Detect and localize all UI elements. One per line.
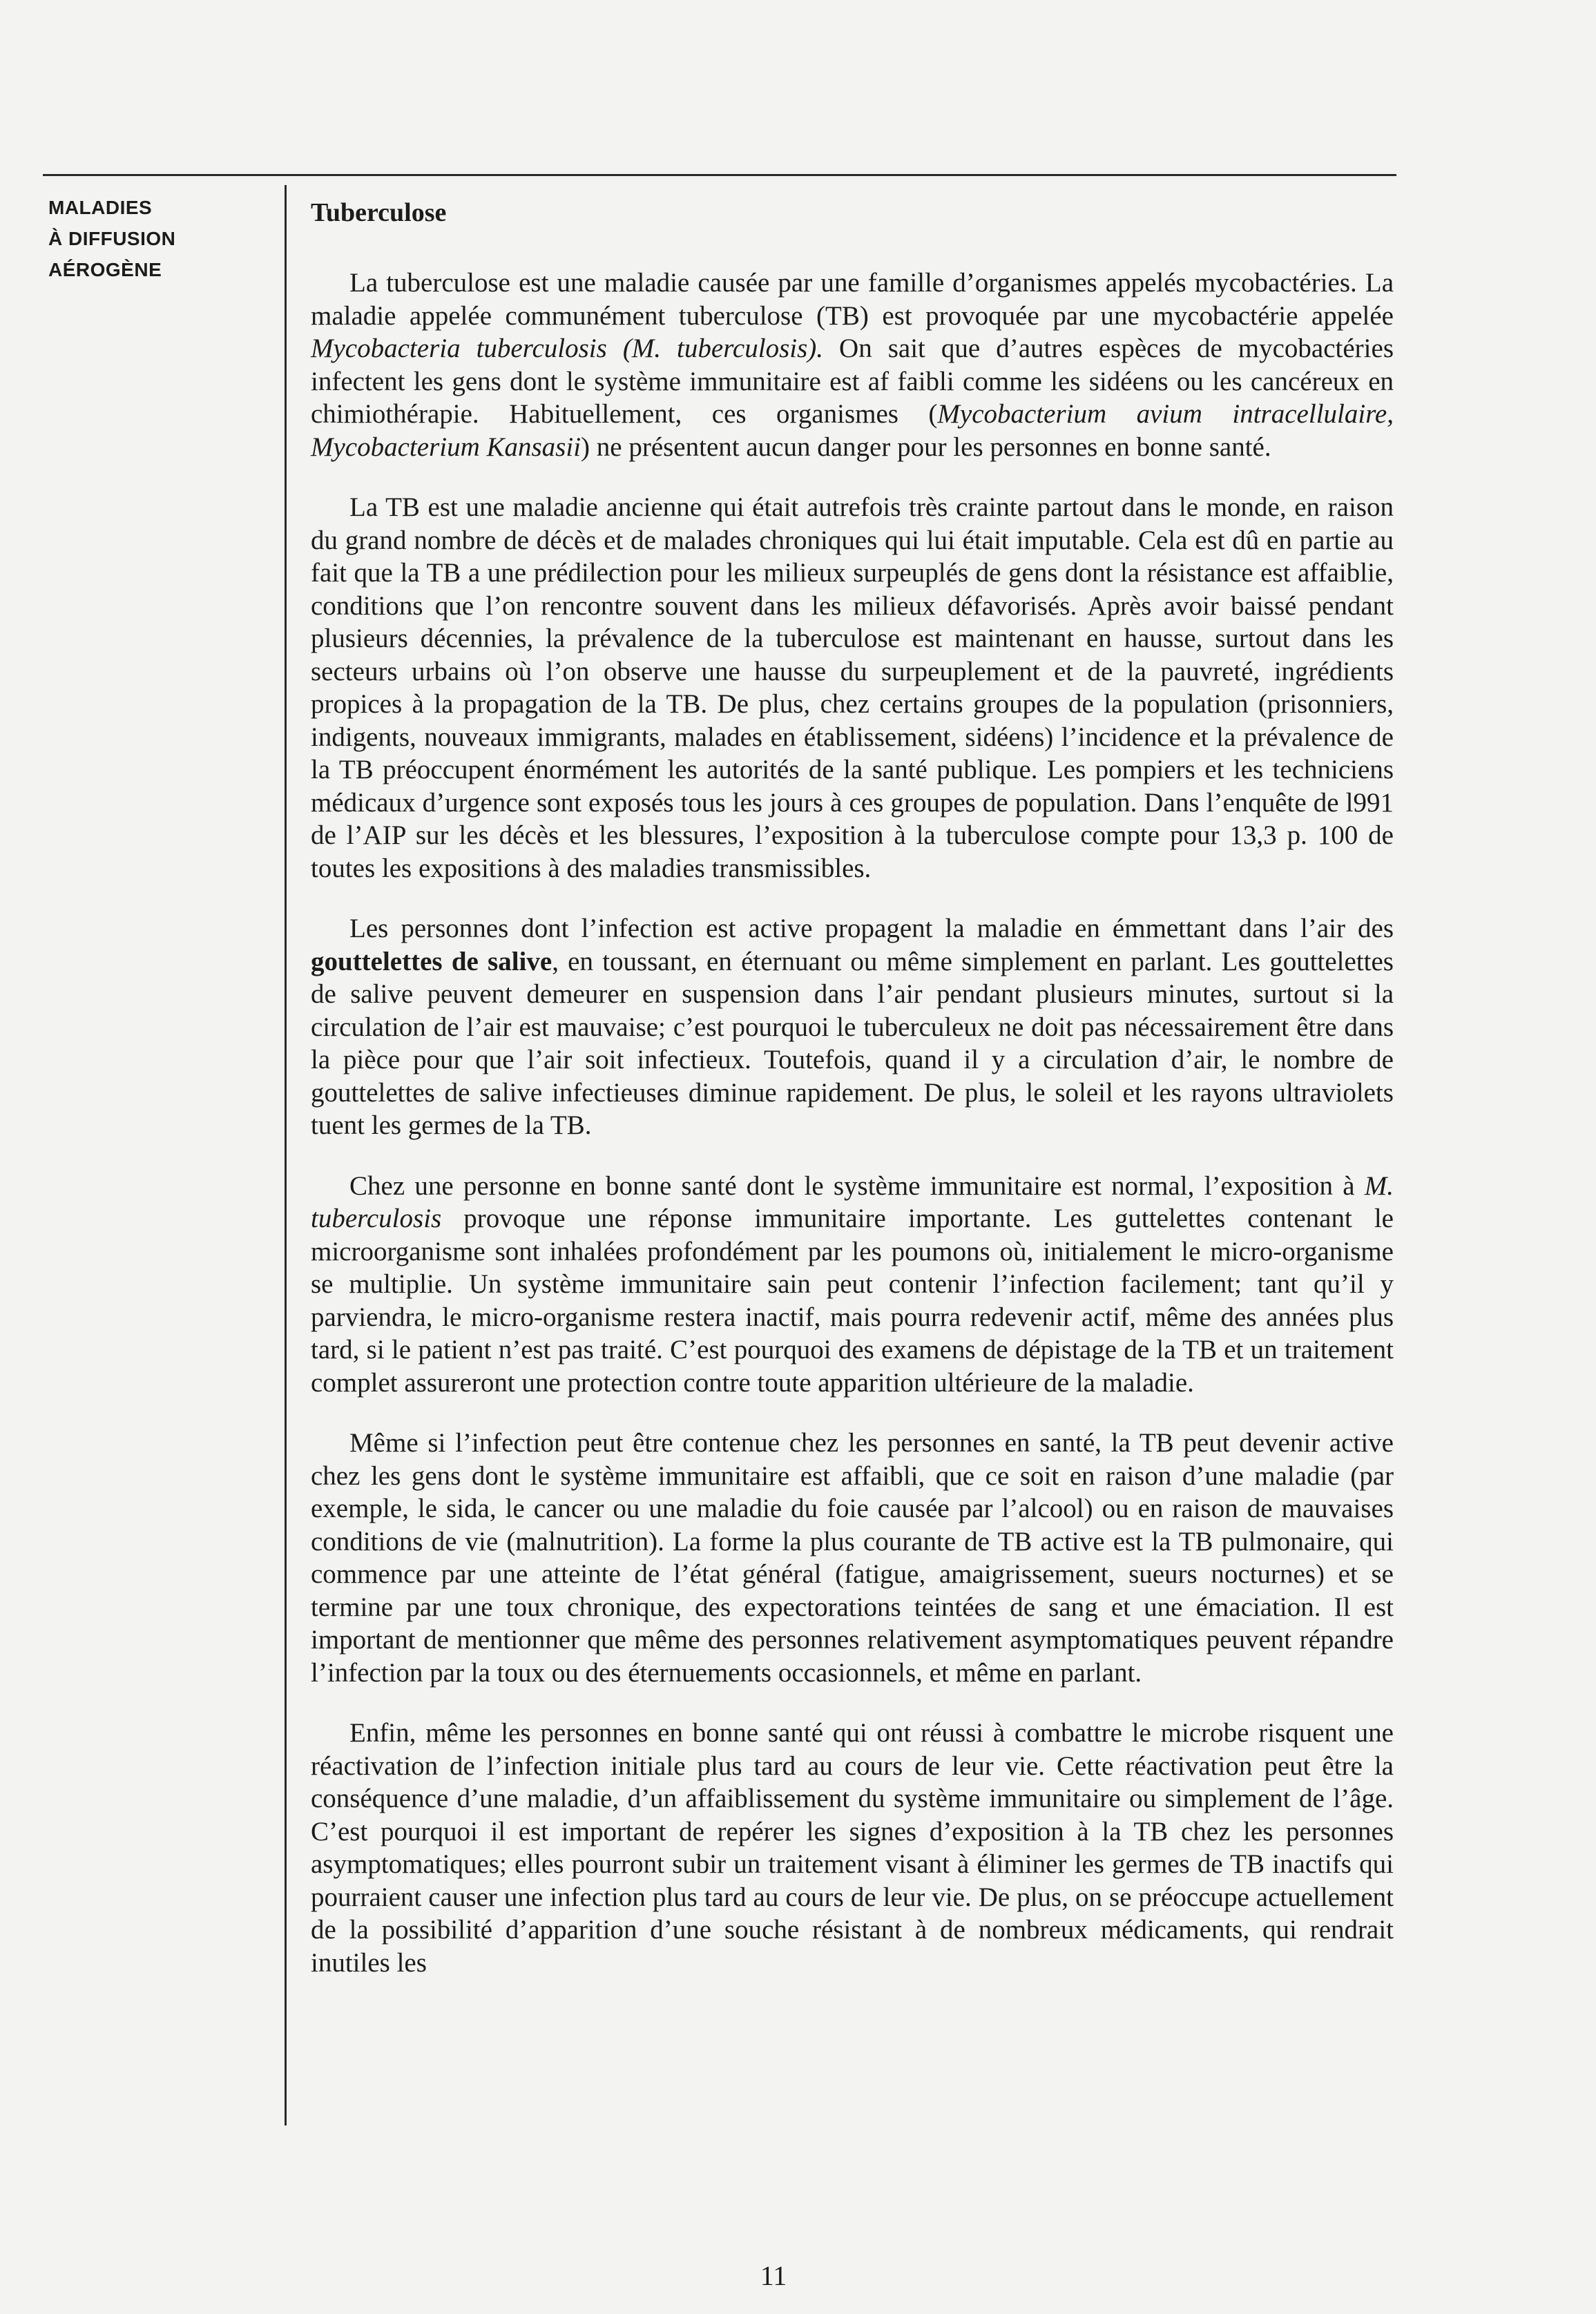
italic-text: M. tuberculosis — [311, 1170, 1394, 1233]
section-label-line-2: À DIFFUSION — [48, 228, 176, 249]
paragraph — [311, 267, 1394, 463]
paragraph — [311, 491, 1394, 885]
text-run: La TB est une maladie ancienne qui était autrefois très crainte partout dans le monde, en raison du grand nombre de décès et de malades chroniques qui lui était imputable. Cela est dû en partie au fait que la TB a une prédilection pour les milieux surpeuplés de gens dont la résistance est affaiblie, conditions que l’on rencontre souvent dans les milieux défavorisés. Après avoir baissé pendant plusieurs décennies, la prévalence de la tuberculose est maintenant en hausse, surtout dans les secteurs urbains où l’on observe une hausse du surpeuplement et de la pauvreté, ingrédients propices à la propagation de la TB. De plus, chez certains groupes de la population (prisonniers, indigents, nouveaux immigrants, malades en établissement, sidéens) l’incidence et la prévalence de la TB préoccupent énormément les autorités de la santé publique. Les pompiers et les techniciens médicaux d’urgence sont exposés tous les jours à ces groupes de population. Dans l’enquête de l991 de l’AIP sur les décès et les blessures, l’exposition à la tuberculose compte pour 13,3 p. 100 de toutes les expositions à des maladies transmissibles. — [311, 492, 1394, 883]
text-run: La tuberculose est une maladie causée par une famille d’organismes appelés mycobactéries. La maladie appelée communément tuberculose (TB) est provoquée par une mycobactérie appelée — [311, 268, 1394, 331]
italic-text: Mycobacteria tuberculosis (M. tuberculosis). — [311, 334, 824, 363]
text-run: Même si l’infection peut être contenue chez les personnes en santé, la TB peut devenir active chez les gens dont le système immunitaire est affaibli, que ce soit en raison d’une maladie (par exemple, le sida, le cancer ou une maladie du foie causée par l’alcool) ou en raison de mauvaises conditions de vie (malnutrition). La forme la plus courante de TB active est la TB pulmonaire, qui commence par une atteinte de l’état général (fatigue, amaigrissement, sueurs nocturnes) et se termine par une toux chronique, des expectorations teintées de sang et une émaciation. Il est important de mentionner que même des personnes relativement asymptomatiques peuvent répandre l’infection par la toux ou des éternuements occasionnels, et même en parlant. — [311, 1428, 1394, 1688]
article-body — [311, 195, 1394, 2007]
section-label-line-1: MALADIES — [48, 197, 153, 218]
text-run: provoque une réponse immunitaire importante. Les guttelettes contenant le microorganisme sont inhalées profondément par les poumons où, initialement le micro-organisme se multiplie. Un système immunitaire sain peut contenir l’infection facilement; tant qu’il y parviendra, le micro-organisme restera inactif, mais pourra redevenir actif, même des années plus tard, si le patient n’est pas traité. C’est pourquoi des examens de dépistage de la TB et un traitement complet assureront une protection contre toute apparition ultérieure de la maladie. — [311, 1204, 1394, 1398]
text-run: Enfin, même les personnes en bonne santé qui ont réussi à combattre le microbe risquent une réactivation de l’infection initiale plus tard au cours de leur vie. Cette réactivation peut être la conséquence d’une maladie, d’un affaiblissement du système immunitaire ou simplement de l’âge. C’est pourquoi il est important de repérer les signes d’exposition à la TB chez les personnes asymptomatiques; elles pourront subir un traitement visant à éliminer les germes de TB inactifs qui pourraient causer une infection plus tard au cours de leur vie. De plus, on se préoccupe actuellement de la possibilité d’apparition d’une souche résistant à de nombreux médicaments, qui rendrait inutiles les — [311, 1718, 1394, 1978]
article-paragraphs — [311, 267, 1394, 1979]
paragraph — [311, 1717, 1394, 1979]
text-run: Chez une personne en bonne santé dont le système immunitaire est normal, l’exposition à — [349, 1170, 1365, 1201]
top-rule — [43, 174, 1396, 176]
italic-text: Mycobacterium avium intracellulaire, Mycobacterium Kansasii — [311, 399, 1394, 462]
paragraph — [311, 1170, 1394, 1400]
text-run: , en toussant, en éternuant ou même simplement en parlant. Les gouttelettes de salive peuvent demeurer en suspension dans l’air pendant plusieurs minutes, surtout si la circulation de l’air est mauvaise; c’est pourquoi le tuberculeux ne doit pas nécessairement être dans la pièce pour que l’air soit infectieux. Toutefois, quand il y a circulation d’air, le nombre de gouttelettes de salive infectieuses diminue rapidement. De plus, le soleil et les rayons ultraviolets tuent les germes de la TB. — [311, 946, 1394, 1140]
paragraph — [311, 912, 1394, 1142]
page-number: 11 — [760, 2260, 787, 2291]
text-run: ) ne présentent aucun danger pour les personnes en bonne santé. — [581, 432, 1271, 462]
text-run: On sait que d’autres espèces de mycobactéries infectent les gens dont le système immunitaire est af faibli comme les sidéens ou les cancéreux en chimiothérapie. Habituellement, ces organismes ( — [311, 334, 1394, 429]
column-divider — [285, 185, 287, 2125]
bold-text: gouttelettes de salive — [311, 946, 552, 976]
text-run: Les personnes dont l’infection est active propagent la maladie en émmettant dans l’air des — [349, 914, 1394, 943]
section-label — [48, 192, 269, 285]
paragraph — [311, 1427, 1394, 1689]
section-label-line-3: AÉROGÈNE — [48, 259, 162, 280]
article-title: Tuberculose — [311, 198, 447, 227]
